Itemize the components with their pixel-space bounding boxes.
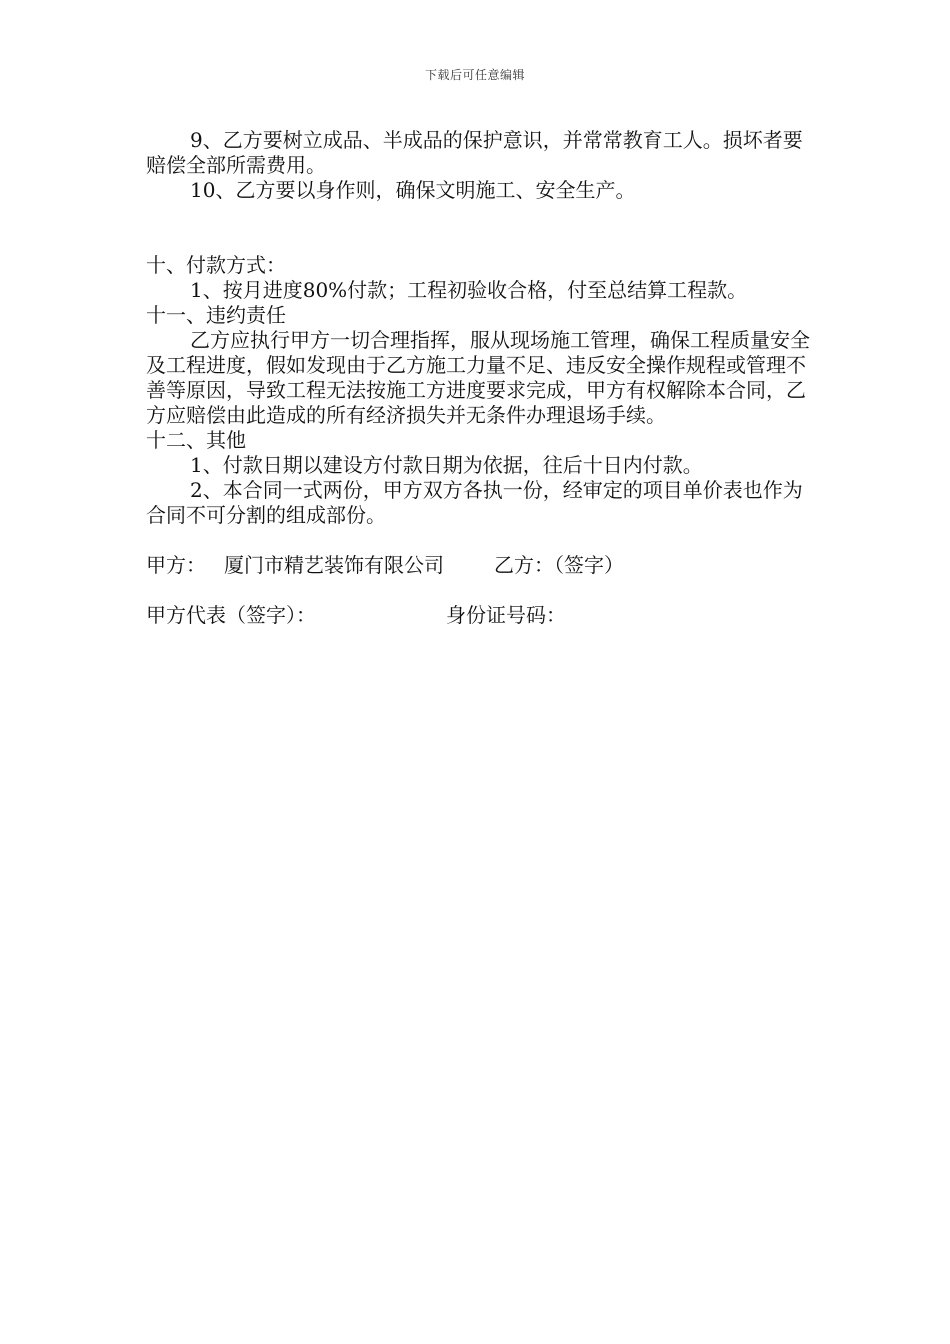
section-10-item-1: 1、按月进度80%付款；工程初验收合格，付至总结算工程款。: [190, 278, 748, 302]
clause-item-9: 9、乙方要树立成品、半成品的保护意识，并常常教育工人。损坏者要赔偿全部所需费用。: [146, 128, 803, 177]
spacer: [146, 528, 818, 553]
section-11-title: 十一、违约责任: [146, 303, 286, 327]
section-12-item-1: 1、付款日期以建设方付款日期为依据，往后十日内付款。: [190, 453, 703, 477]
party-b-label: 乙方：（签字）: [494, 553, 624, 577]
section-11-text: 乙方应执行甲方一切合理指挥，服从现场施工管理，确保工程质量安全及工程进度，假如发现由于乙方施工力量不足、违反安全操作规程或管理不善等原因，导致工程无法按施工方进度要求完成，甲方有权解除本合同，乙方应赔偿由此造成的所有经济损失并无条件办理退场手续。: [146, 328, 810, 427]
section-12-title: 十二、其他: [146, 428, 246, 452]
spacer: [146, 578, 818, 603]
spacer: [146, 203, 818, 253]
party-a-label: 甲方：: [146, 553, 206, 577]
section-12-item-2: 2、本合同一式两份，甲方双方各执一份，经审定的项目单价表也作为合同不可分割的组成部份。: [146, 478, 803, 527]
id-number-label: 身份证号码：: [446, 603, 566, 627]
signature-row-representatives: [146, 603, 818, 628]
party-a-name: 厦门市精艺装饰有限公司: [224, 553, 444, 577]
page-header-note: 下载后可任意编辑: [424, 68, 525, 82]
clause-item-10: 10、乙方要以身作则，确保文明施工、安全生产。: [190, 178, 636, 202]
document-body: [146, 128, 818, 628]
party-a-rep-label: 甲方代表（签字）：: [146, 603, 316, 627]
signature-row-parties: [146, 553, 818, 578]
section-10-title: 十、付款方式：: [146, 253, 286, 277]
